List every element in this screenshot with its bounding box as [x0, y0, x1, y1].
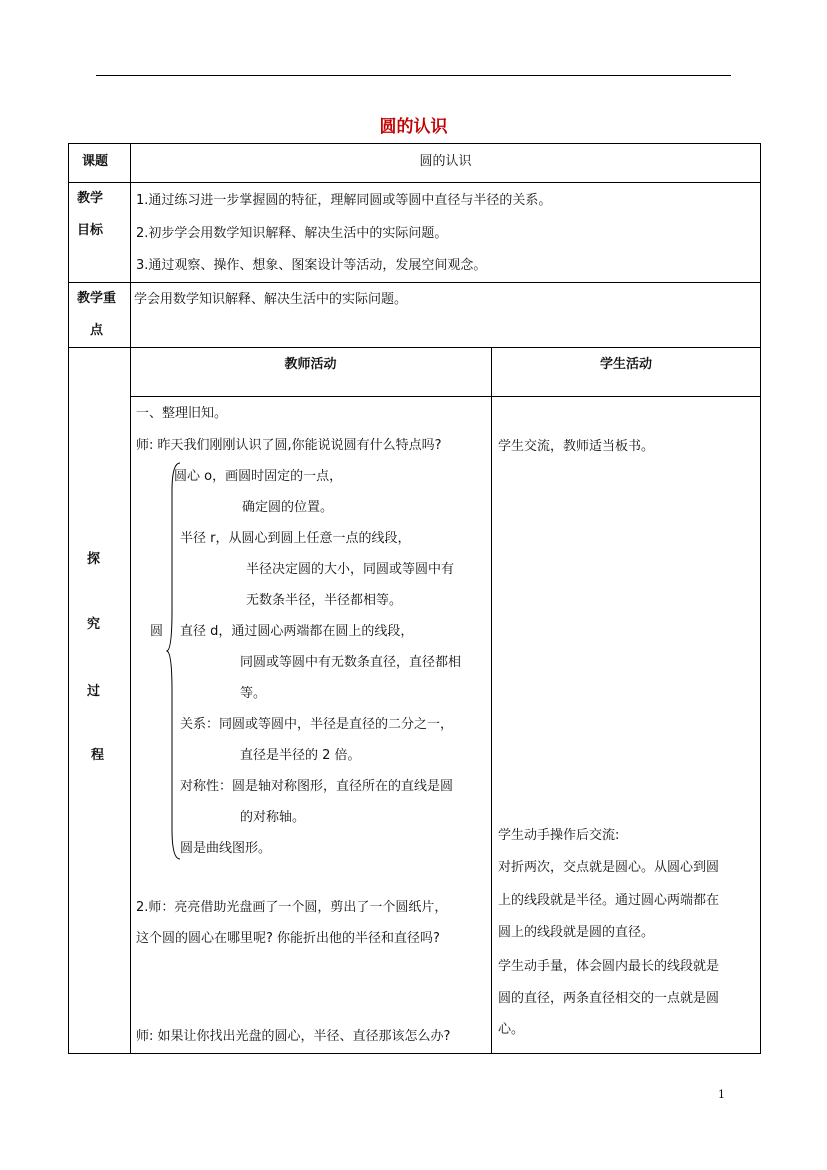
process-label-char: 究 [87, 617, 101, 632]
teacher-line: 关系：同圆或等圆中，半径是直径的二分之一， [180, 717, 454, 732]
teacher-line: 半径 r，从圆心到圆上任意一点的线段， [180, 531, 411, 546]
row-divider [68, 282, 761, 283]
keypoints-label-2: 点 [90, 323, 104, 338]
column-divider [491, 347, 492, 1054]
student-line: 学生交流，教师适当板书。 [498, 439, 655, 454]
objective-item: 1.通过练习进一步掌握圆的特征，理解同圆或等圆中直径与半径的关系。 [136, 193, 552, 208]
process-label-char: 程 [91, 748, 105, 763]
teacher-line: 这个圆的圆心在哪里呢? 你能折出他的半径和直径吗? [136, 931, 440, 946]
keypoints-label-1: 教学重 [77, 291, 117, 306]
topic-value: 圆的认识 [419, 154, 472, 169]
teacher-line: 师: 昨天我们刚刚认识了圆,你能说说圆有什么特点吗? [136, 438, 442, 453]
curly-brace-icon [166, 461, 186, 861]
column-divider [130, 143, 131, 1054]
row-divider [68, 182, 761, 183]
teacher-line: 等。 [240, 686, 267, 701]
objective-item: 3.通过观察、操作、想象、图案设计等活动，发展空间观念。 [136, 258, 487, 273]
row-divider [68, 347, 761, 348]
objectives-label-1: 教学 [77, 191, 104, 206]
keypoints-value: 学会用数学知识解释、解决生活中的实际问题。 [134, 292, 408, 307]
teacher-line: 直径是半径的 2 倍。 [240, 748, 361, 763]
student-line: 心。 [498, 1022, 525, 1037]
topic-label: 课题 [82, 154, 109, 169]
teacher-line: 圆心 o，画圆时固定的一点， [174, 469, 343, 484]
student-line: 学生动手操作后交流: [498, 828, 620, 843]
student-line: 圆上的线段就是圆的直径。 [498, 925, 655, 940]
student-line: 圆的直径，两条直径相交的一点就是圆 [498, 991, 720, 1006]
teacher-line: 确定圆的位置。 [242, 500, 334, 515]
teacher-line: 2.师：亮亮借助光盘画了一个圆，剪出了一个圆纸片， [136, 900, 448, 915]
student-line: 上的线段就是半径。通过圆心两端都在 [498, 893, 720, 908]
circle-label: 圆 [150, 624, 164, 639]
row-divider [130, 396, 761, 397]
teacher-line: 直径 d，通过圆心两端都在圆上的线段， [180, 624, 414, 639]
student-line: 对折两次，交点就是圆心。从圆心到圆 [498, 860, 720, 875]
table-border-left [68, 143, 69, 1054]
teacher-line: 无数条半径，半径都相等。 [246, 593, 403, 608]
teacher-line: 半径决定圆的大小，同圆或等圆中有 [246, 562, 455, 577]
table-border-top [68, 143, 761, 144]
teacher-line: 的对称轴。 [240, 810, 306, 825]
teacher-line: 对称性：圆是轴对称图形，直径所在的直线是圆 [180, 779, 454, 794]
teacher-line: 同圆或等圆中有无数条直径，直径都相 [240, 655, 462, 670]
table-border-right [760, 143, 761, 1054]
teacher-line: 师: 如果让你找出光盘的圆心，半径、直径那该怎么办? [136, 1029, 451, 1044]
table-border-bottom [68, 1053, 761, 1054]
objectives-label-2: 目标 [77, 223, 104, 238]
lesson-table [68, 143, 761, 1054]
objective-item: 2.初步学会用数学知识解释、解决生活中的实际问题。 [136, 226, 448, 241]
student-line: 学生动手量，体会圆内最长的线段就是 [498, 959, 720, 974]
teacher-line: 圆是曲线图形。 [180, 841, 272, 856]
teacher-line: 一、整理旧知。 [136, 406, 228, 421]
student-activity-header: 学生活动 [599, 357, 652, 372]
process-label-char: 探 [87, 552, 101, 567]
teacher-activity-header: 教师活动 [284, 357, 337, 372]
page-number: 1 [718, 1088, 725, 1101]
page-title: 圆的认识 [379, 117, 448, 137]
header-rule [96, 75, 731, 76]
process-label-char: 过 [87, 684, 101, 699]
